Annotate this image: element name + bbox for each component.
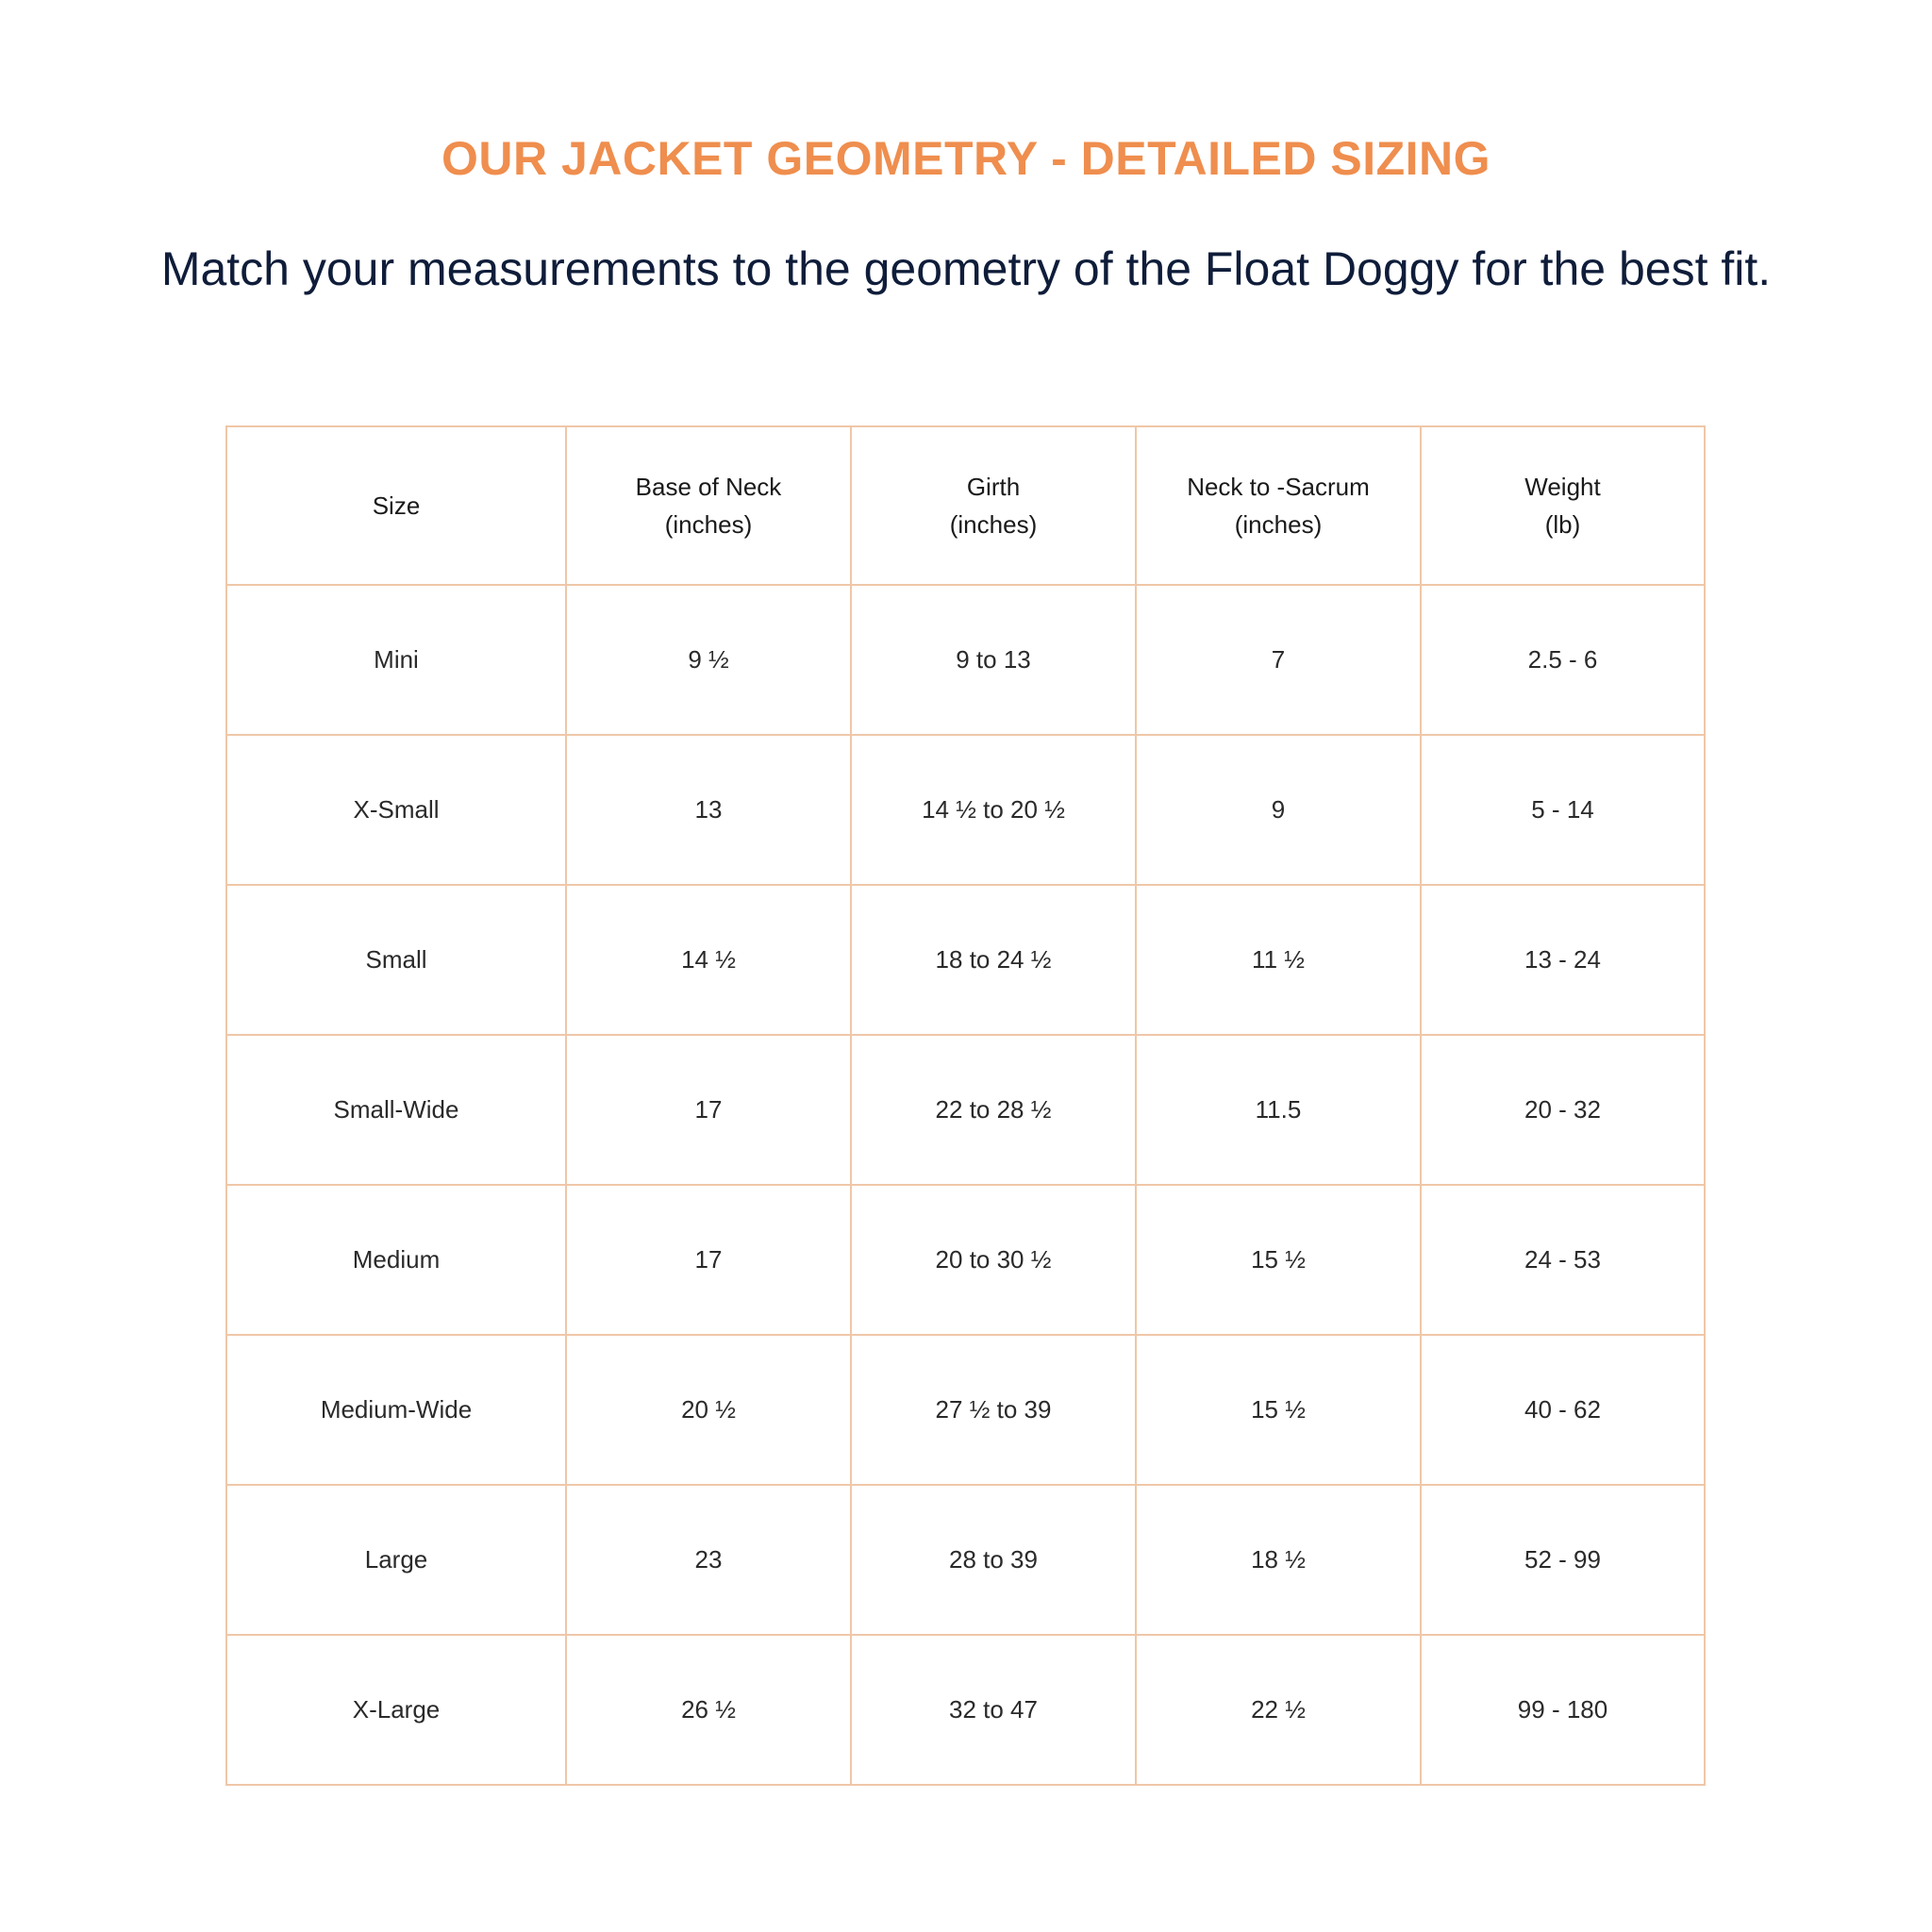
cell-size: Medium bbox=[226, 1185, 566, 1335]
cell-weight: 40 - 62 bbox=[1421, 1335, 1705, 1485]
cell-base-of-neck: 23 bbox=[566, 1485, 851, 1635]
cell-neck-to-sacrum: 15 ½ bbox=[1136, 1185, 1421, 1335]
cell-base-of-neck: 14 ½ bbox=[566, 885, 851, 1035]
sizing-table-container bbox=[225, 425, 1704, 1774]
cell-girth: 9 to 13 bbox=[851, 585, 1136, 735]
cell-weight: 5 - 14 bbox=[1421, 735, 1705, 885]
cell-neck-to-sacrum: 18 ½ bbox=[1136, 1485, 1421, 1635]
cell-neck-to-sacrum: 7 bbox=[1136, 585, 1421, 735]
page-title: OUR JACKET GEOMETRY - DETAILED SIZING bbox=[441, 132, 1491, 185]
cell-weight: 13 - 24 bbox=[1421, 885, 1705, 1035]
cell-girth: 14 ½ to 20 ½ bbox=[851, 735, 1136, 885]
table-row bbox=[226, 1635, 1705, 1785]
cell-weight: 99 - 180 bbox=[1421, 1635, 1705, 1785]
cell-size: Small-Wide bbox=[226, 1035, 566, 1185]
header-girth: Girth (inches) bbox=[851, 426, 1136, 585]
header-neck-to-sacrum: Neck to -Sacrum (inches) bbox=[1136, 426, 1421, 585]
cell-base-of-neck: 17 bbox=[566, 1035, 851, 1185]
cell-base-of-neck: 13 bbox=[566, 735, 851, 885]
table-row bbox=[226, 1335, 1705, 1485]
cell-girth: 27 ½ to 39 bbox=[851, 1335, 1136, 1485]
cell-girth: 28 to 39 bbox=[851, 1485, 1136, 1635]
cell-weight: 2.5 - 6 bbox=[1421, 585, 1705, 735]
cell-base-of-neck: 20 ½ bbox=[566, 1335, 851, 1485]
cell-girth: 18 to 24 ½ bbox=[851, 885, 1136, 1035]
cell-size: X-Small bbox=[226, 735, 566, 885]
table-header-row bbox=[226, 426, 1705, 585]
cell-size: Mini bbox=[226, 585, 566, 735]
table-row bbox=[226, 1485, 1705, 1635]
cell-girth: 32 to 47 bbox=[851, 1635, 1136, 1785]
cell-base-of-neck: 9 ½ bbox=[566, 585, 851, 735]
cell-girth: 20 to 30 ½ bbox=[851, 1185, 1136, 1335]
table-row bbox=[226, 1185, 1705, 1335]
cell-size: Large bbox=[226, 1485, 566, 1635]
sizing-table bbox=[225, 425, 1706, 1786]
header-base-of-neck: Base of Neck (inches) bbox=[566, 426, 851, 585]
cell-weight: 24 - 53 bbox=[1421, 1185, 1705, 1335]
cell-neck-to-sacrum: 9 bbox=[1136, 735, 1421, 885]
table-row bbox=[226, 1035, 1705, 1185]
table-row bbox=[226, 735, 1705, 885]
cell-neck-to-sacrum: 22 ½ bbox=[1136, 1635, 1421, 1785]
cell-base-of-neck: 26 ½ bbox=[566, 1635, 851, 1785]
page-subtitle: Match your measurements to the geometry of the Float Doggy for the best fit. bbox=[160, 242, 1772, 295]
header-size: Size bbox=[226, 426, 566, 585]
cell-base-of-neck: 17 bbox=[566, 1185, 851, 1335]
cell-size: Medium-Wide bbox=[226, 1335, 566, 1485]
cell-size: X-Large bbox=[226, 1635, 566, 1785]
cell-neck-to-sacrum: 15 ½ bbox=[1136, 1335, 1421, 1485]
table-row bbox=[226, 885, 1705, 1035]
cell-weight: 20 - 32 bbox=[1421, 1035, 1705, 1185]
cell-girth: 22 to 28 ½ bbox=[851, 1035, 1136, 1185]
header-weight: Weight (lb) bbox=[1421, 426, 1705, 585]
cell-neck-to-sacrum: 11 ½ bbox=[1136, 885, 1421, 1035]
cell-weight: 52 - 99 bbox=[1421, 1485, 1705, 1635]
table-row bbox=[226, 585, 1705, 735]
cell-neck-to-sacrum: 11.5 bbox=[1136, 1035, 1421, 1185]
cell-size: Small bbox=[226, 885, 566, 1035]
